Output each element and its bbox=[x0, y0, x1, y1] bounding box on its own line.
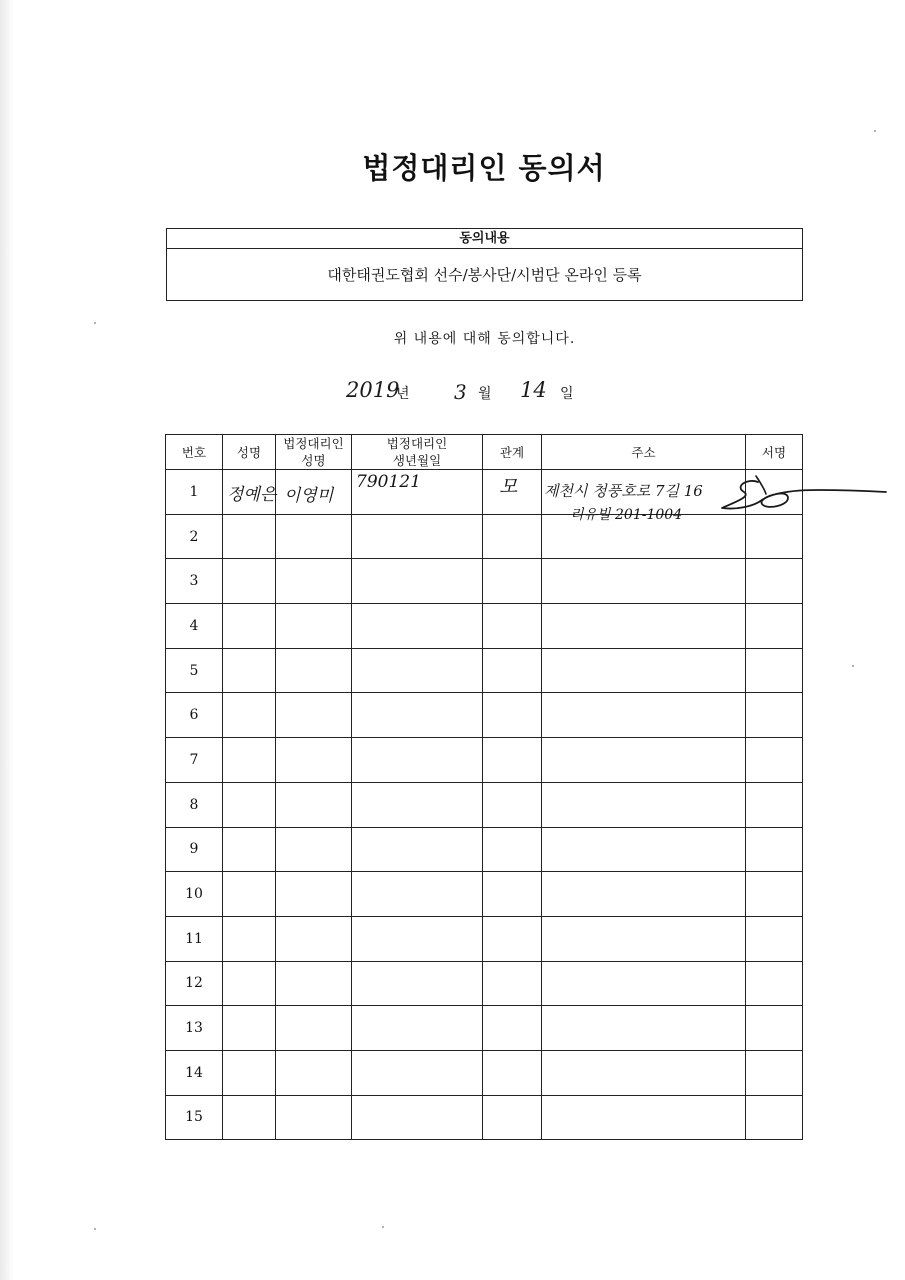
cell-signature bbox=[746, 693, 803, 738]
consent-header: 동의내용 bbox=[167, 229, 802, 249]
cell-address bbox=[542, 1006, 746, 1051]
cell-address bbox=[542, 827, 746, 872]
cell-name bbox=[223, 648, 276, 693]
cell-guardian-birth bbox=[352, 514, 483, 559]
cell-guardian-name bbox=[276, 470, 352, 515]
cell-relation bbox=[483, 827, 542, 872]
cell-guardian-birth bbox=[352, 827, 483, 872]
cell-name bbox=[223, 916, 276, 961]
cell-signature bbox=[746, 648, 803, 693]
cell-signature bbox=[746, 1095, 803, 1140]
cell-guardian-name bbox=[276, 648, 352, 693]
month-label: 월 bbox=[478, 386, 492, 402]
cell-address bbox=[542, 1050, 746, 1095]
row-number: 9 bbox=[166, 827, 223, 872]
date-line bbox=[0, 378, 905, 406]
table-row bbox=[166, 1050, 803, 1095]
scan-speck bbox=[94, 322, 96, 324]
cell-relation bbox=[483, 693, 542, 738]
scan-edge-shadow bbox=[0, 0, 14, 1280]
cell-guardian-birth bbox=[352, 916, 483, 961]
cell-address bbox=[542, 604, 746, 649]
table-row bbox=[166, 827, 803, 872]
date-year: 2019 bbox=[346, 378, 400, 402]
cell-guardian-birth bbox=[352, 961, 483, 1006]
row-number: 7 bbox=[166, 738, 223, 783]
row-number: 1 bbox=[166, 470, 223, 515]
cell-name bbox=[223, 827, 276, 872]
cell-name bbox=[223, 872, 276, 917]
cell-name bbox=[223, 693, 276, 738]
cell-guardian-name bbox=[276, 693, 352, 738]
header-guardian-name-line1: 법정대리인 bbox=[283, 436, 344, 451]
cell-name bbox=[223, 738, 276, 783]
cell-signature bbox=[746, 559, 803, 604]
cell-address bbox=[542, 961, 746, 1006]
guardian-signature bbox=[718, 472, 888, 522]
table-row bbox=[166, 782, 803, 827]
cell-signature bbox=[746, 827, 803, 872]
table-row bbox=[166, 916, 803, 961]
cell-signature bbox=[746, 604, 803, 649]
table-row bbox=[166, 961, 803, 1006]
cell-guardian-birth bbox=[352, 1050, 483, 1095]
cell-name bbox=[223, 1050, 276, 1095]
row-number: 6 bbox=[166, 693, 223, 738]
cell-guardian-name bbox=[276, 559, 352, 604]
cell-signature bbox=[746, 782, 803, 827]
cell-signature bbox=[746, 1050, 803, 1095]
cell-guardian-birth bbox=[352, 470, 483, 515]
row-number: 12 bbox=[166, 961, 223, 1006]
cell-guardian-birth bbox=[352, 1006, 483, 1051]
day-label: 일 bbox=[560, 386, 574, 402]
header-guardian-name-line2: 성명 bbox=[301, 453, 326, 468]
date-day: 14 bbox=[520, 378, 547, 402]
row-number: 4 bbox=[166, 604, 223, 649]
cell-guardian-birth bbox=[352, 604, 483, 649]
cell-relation bbox=[483, 1006, 542, 1051]
cell-name bbox=[223, 782, 276, 827]
cell-address bbox=[542, 916, 746, 961]
scan-speck bbox=[874, 130, 876, 132]
handwritten-address-line2: 리유빌 201-1004 bbox=[570, 507, 683, 523]
table-row bbox=[166, 1006, 803, 1051]
row-number: 3 bbox=[166, 559, 223, 604]
cell-name bbox=[223, 604, 276, 649]
cell-name bbox=[223, 961, 276, 1006]
cell-guardian-birth bbox=[352, 693, 483, 738]
cell-signature bbox=[746, 872, 803, 917]
row-number: 15 bbox=[166, 1095, 223, 1140]
handwritten-address-line1: 제천시 청풍호로 7길 16 bbox=[544, 482, 703, 500]
scan-speck bbox=[94, 1228, 96, 1230]
table-row bbox=[166, 648, 803, 693]
header-number: 번호 bbox=[166, 435, 223, 470]
header-guardian-birth bbox=[352, 435, 483, 470]
scan-speck bbox=[852, 665, 854, 667]
cell-relation bbox=[483, 1050, 542, 1095]
cell-address bbox=[542, 470, 746, 523]
cell-address bbox=[542, 738, 746, 783]
header-relation: 관계 bbox=[483, 435, 542, 470]
cell-relation bbox=[483, 782, 542, 827]
cell-relation bbox=[483, 872, 542, 917]
cell-guardian-name bbox=[276, 604, 352, 649]
table-row bbox=[166, 693, 803, 738]
cell-relation bbox=[483, 559, 542, 604]
handwritten-relation: 모 bbox=[499, 476, 518, 498]
table-row bbox=[166, 1095, 803, 1140]
registration-table bbox=[165, 434, 803, 1140]
table-row bbox=[166, 514, 803, 559]
handwritten-guardian-name: 이영미 bbox=[284, 486, 334, 506]
row-number: 10 bbox=[166, 872, 223, 917]
header-guardian-name bbox=[276, 435, 352, 470]
cell-relation bbox=[483, 1095, 542, 1140]
header-guardian-birth-line2: 생년월일 bbox=[392, 453, 442, 468]
cell-guardian-birth bbox=[352, 648, 483, 693]
cell-signature bbox=[746, 916, 803, 961]
cell-address bbox=[542, 1095, 746, 1140]
cell-guardian-name bbox=[276, 872, 352, 917]
header-address: 주소 bbox=[542, 435, 746, 470]
cell-relation bbox=[483, 604, 542, 649]
cell-guardian-name bbox=[276, 1050, 352, 1095]
handwritten-guardian-birth: 790121 bbox=[356, 472, 421, 492]
cell-guardian-name bbox=[276, 827, 352, 872]
cell-guardian-birth bbox=[352, 872, 483, 917]
cell-guardian-birth bbox=[352, 559, 483, 604]
agreement-statement: 위 내용에 대해 동의합니다. bbox=[393, 331, 576, 347]
consent-box bbox=[166, 228, 803, 301]
cell-address bbox=[542, 872, 746, 917]
cell-guardian-name bbox=[276, 1095, 352, 1140]
cell-name bbox=[223, 514, 276, 559]
cell-name bbox=[223, 1095, 276, 1140]
row-number: 5 bbox=[166, 648, 223, 693]
table-row bbox=[166, 470, 803, 515]
row-number: 13 bbox=[166, 1006, 223, 1051]
row-number: 14 bbox=[166, 1050, 223, 1095]
cell-relation bbox=[483, 916, 542, 961]
document-title: 법정대리인 동의서 bbox=[362, 151, 606, 185]
cell-address bbox=[542, 648, 746, 693]
cell-guardian-birth bbox=[352, 738, 483, 783]
header-name: 성명 bbox=[223, 435, 276, 470]
table-row bbox=[166, 559, 803, 604]
date-month: 3 bbox=[454, 380, 467, 404]
cell-address bbox=[542, 782, 746, 827]
consent-content: 대한태권도협회 선수/봉사단/시범단 온라인 등록 bbox=[327, 266, 642, 284]
cell-guardian-name bbox=[276, 961, 352, 1006]
cell-guardian-name bbox=[276, 916, 352, 961]
handwritten-name: 정예은 bbox=[227, 485, 277, 505]
scan-speck bbox=[382, 1226, 384, 1228]
cell-guardian-name bbox=[276, 1006, 352, 1051]
cell-name bbox=[223, 559, 276, 604]
cell-name bbox=[223, 1006, 276, 1051]
cell-signature bbox=[746, 738, 803, 783]
row-number: 11 bbox=[166, 916, 223, 961]
cell-guardian-name bbox=[276, 738, 352, 783]
cell-name bbox=[223, 470, 276, 515]
table-row bbox=[166, 738, 803, 783]
cell-guardian-birth bbox=[352, 1095, 483, 1140]
cell-relation bbox=[483, 738, 542, 783]
table-header-row bbox=[166, 435, 803, 470]
cell-relation bbox=[483, 648, 542, 693]
cell-relation bbox=[483, 470, 542, 515]
cell-address bbox=[542, 693, 746, 738]
cell-signature bbox=[746, 961, 803, 1006]
cell-signature bbox=[746, 1006, 803, 1051]
year-label: 년 bbox=[396, 386, 410, 402]
cell-address bbox=[542, 514, 746, 559]
row-number: 8 bbox=[166, 782, 223, 827]
cell-address bbox=[542, 559, 746, 604]
table-row bbox=[166, 604, 803, 649]
table-row bbox=[166, 872, 803, 917]
header-signature: 서명 bbox=[746, 435, 803, 470]
cell-relation bbox=[483, 514, 542, 559]
cell-guardian-birth bbox=[352, 782, 483, 827]
cell-guardian-name bbox=[276, 514, 352, 559]
cell-relation bbox=[483, 961, 542, 1006]
header-guardian-birth-line1: 법정대리인 bbox=[386, 436, 448, 451]
cell-guardian-name bbox=[276, 782, 352, 827]
row-number: 2 bbox=[166, 514, 223, 559]
